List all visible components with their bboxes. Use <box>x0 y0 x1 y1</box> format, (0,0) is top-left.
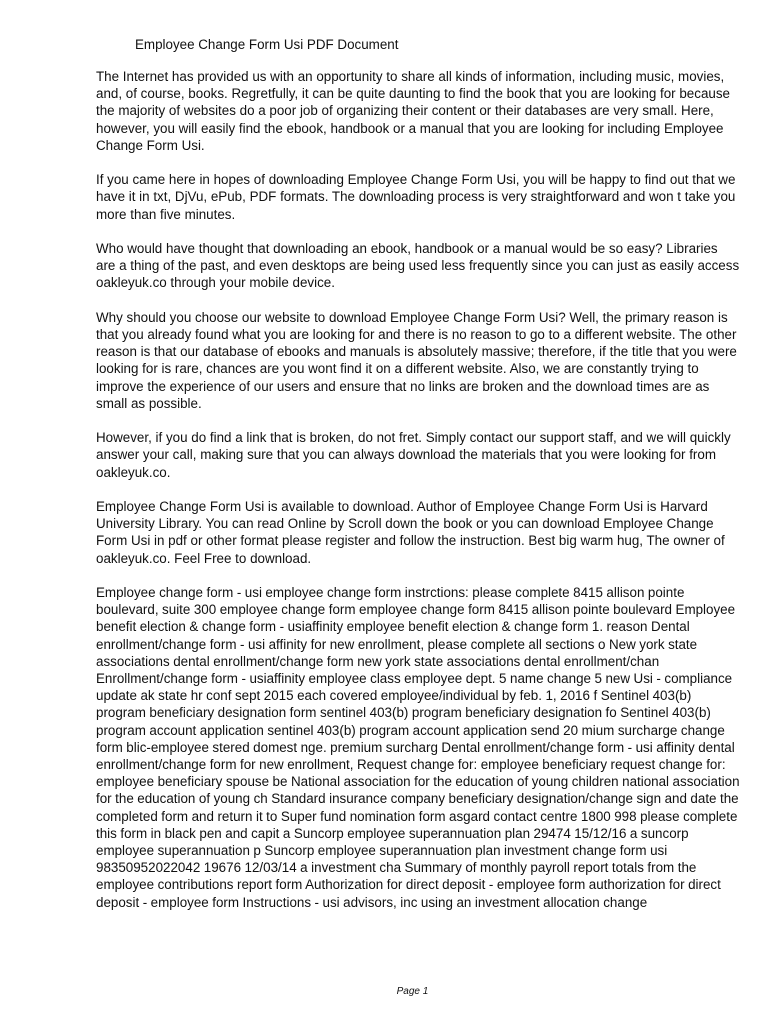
paragraph-why-choose: Why should you choose our website to download Employee Change Form Usi? Well, the primary reason is that you already found what you are looking for and there is no reason to go to a different website. The other reason is that our database of ebooks and manuals is absolutely massive; therefore, if the title that you were looking for is rare, chances are you wont find it on a different website. Also, we are constantly trying to improve the experience of our users and ensure that no links are broken and the download times are as small as possible. <box>96 309 737 411</box>
paragraph-intro: The Internet has provided us with an opportunity to share all kinds of information, including music, movies, and, of course, books. Regretfully, it can be quite daunting to find the book that you are looking for because the majority of websites do a poor job of organizing their content or their databases are very small. Here, however, you will easily find the ebook, handbook or a manual that you are looking for including Employee Change Form Usi. <box>96 69 730 153</box>
document-body <box>96 68 740 911</box>
paragraph-formats: If you came here in hopes of downloading Employee Change Form Usi, you will be happy to find out that we have it in txt, DjVu, ePub, PDF formats. The downloading process is very straightforward and won t take you more than five minutes. <box>96 172 736 222</box>
document-title: Employee Change Form Usi PDF Document <box>135 37 399 52</box>
page-number: Page 1 <box>396 986 429 997</box>
paragraph-related-forms: Employee change form - usi employee change form instrctions: please complete 8415 allison pointe boulevard, suite 300 employee change form employee change form 8415 allison pointe boulevard Employee benefit election & change form - usiaffinity employee benefit election & change form 1. reason Dental enrollment/change form - usi affinity for new enrollment, please complete all sections o New york state associations dental enrollment/change form new york state associations dental enrollment/chan Enrollment/change form - usiaffinity employee class employee dept. 5 name change 5 new Usi - compliance update ak state hr conf sept 2015 each covered employee/individual by feb. 1, 2016 f Sentinel 403(b) program beneficiary designation form sentinel 403(b) program beneficiary designation fo Sentinel 403(b) program account application sentinel 403(b) program account application send 20 mium surcharge change form blic-employee stered domest nge. premium surcharg Dental enrollment/change form - usi affinity dental enrollment/change form for new enrollment, Request change for: employee beneficiary request change for: employee beneficiary spouse be National association for the education of young children national association for the education of young ch Standard insurance company beneficiary designation/change sign and date the completed form and return it to Super fund nomination form asgard contact centre 1800 998 please complete this form in black pen and capit a Suncorp employee superannuation plan 29474 15/12/16 a suncorp employee superannuation p Suncorp employee superannuation plan investment change form usi 98350952022042 19676 12/03/14 a investment cha Summary of monthly payroll report totals from the employee contributions report form Authorization for direct deposit - employee form authorization for direct deposit - employee form Instructions - usi advisors, inc using an investment allocation change <box>96 585 740 910</box>
paragraph-broken-link: However, if you do find a link that is broken, do not fret. Simply contact our support staff, and we will quickly answer your call, making sure that you can always download the materials that you were looking for from oakleyuk.co. <box>96 430 731 480</box>
paragraph-easy-download: Who would have thought that downloading an ebook, handbook or a manual would be so easy? Libraries are a thing of the past, and even desktops are being used less frequently since you can just as easily access oakleyuk.co through your mobile device. <box>96 241 740 291</box>
paragraph-availability: Employee Change Form Usi is available to download. Author of Employee Change Form Usi is Harvard University Library. You can read Online by Scroll down the book or you can download Employee Change Form Usi in pdf or other format please register and follow the instruction. Best big warm hug, The owner of oakleyuk.co. Feel Free to download. <box>96 499 725 566</box>
